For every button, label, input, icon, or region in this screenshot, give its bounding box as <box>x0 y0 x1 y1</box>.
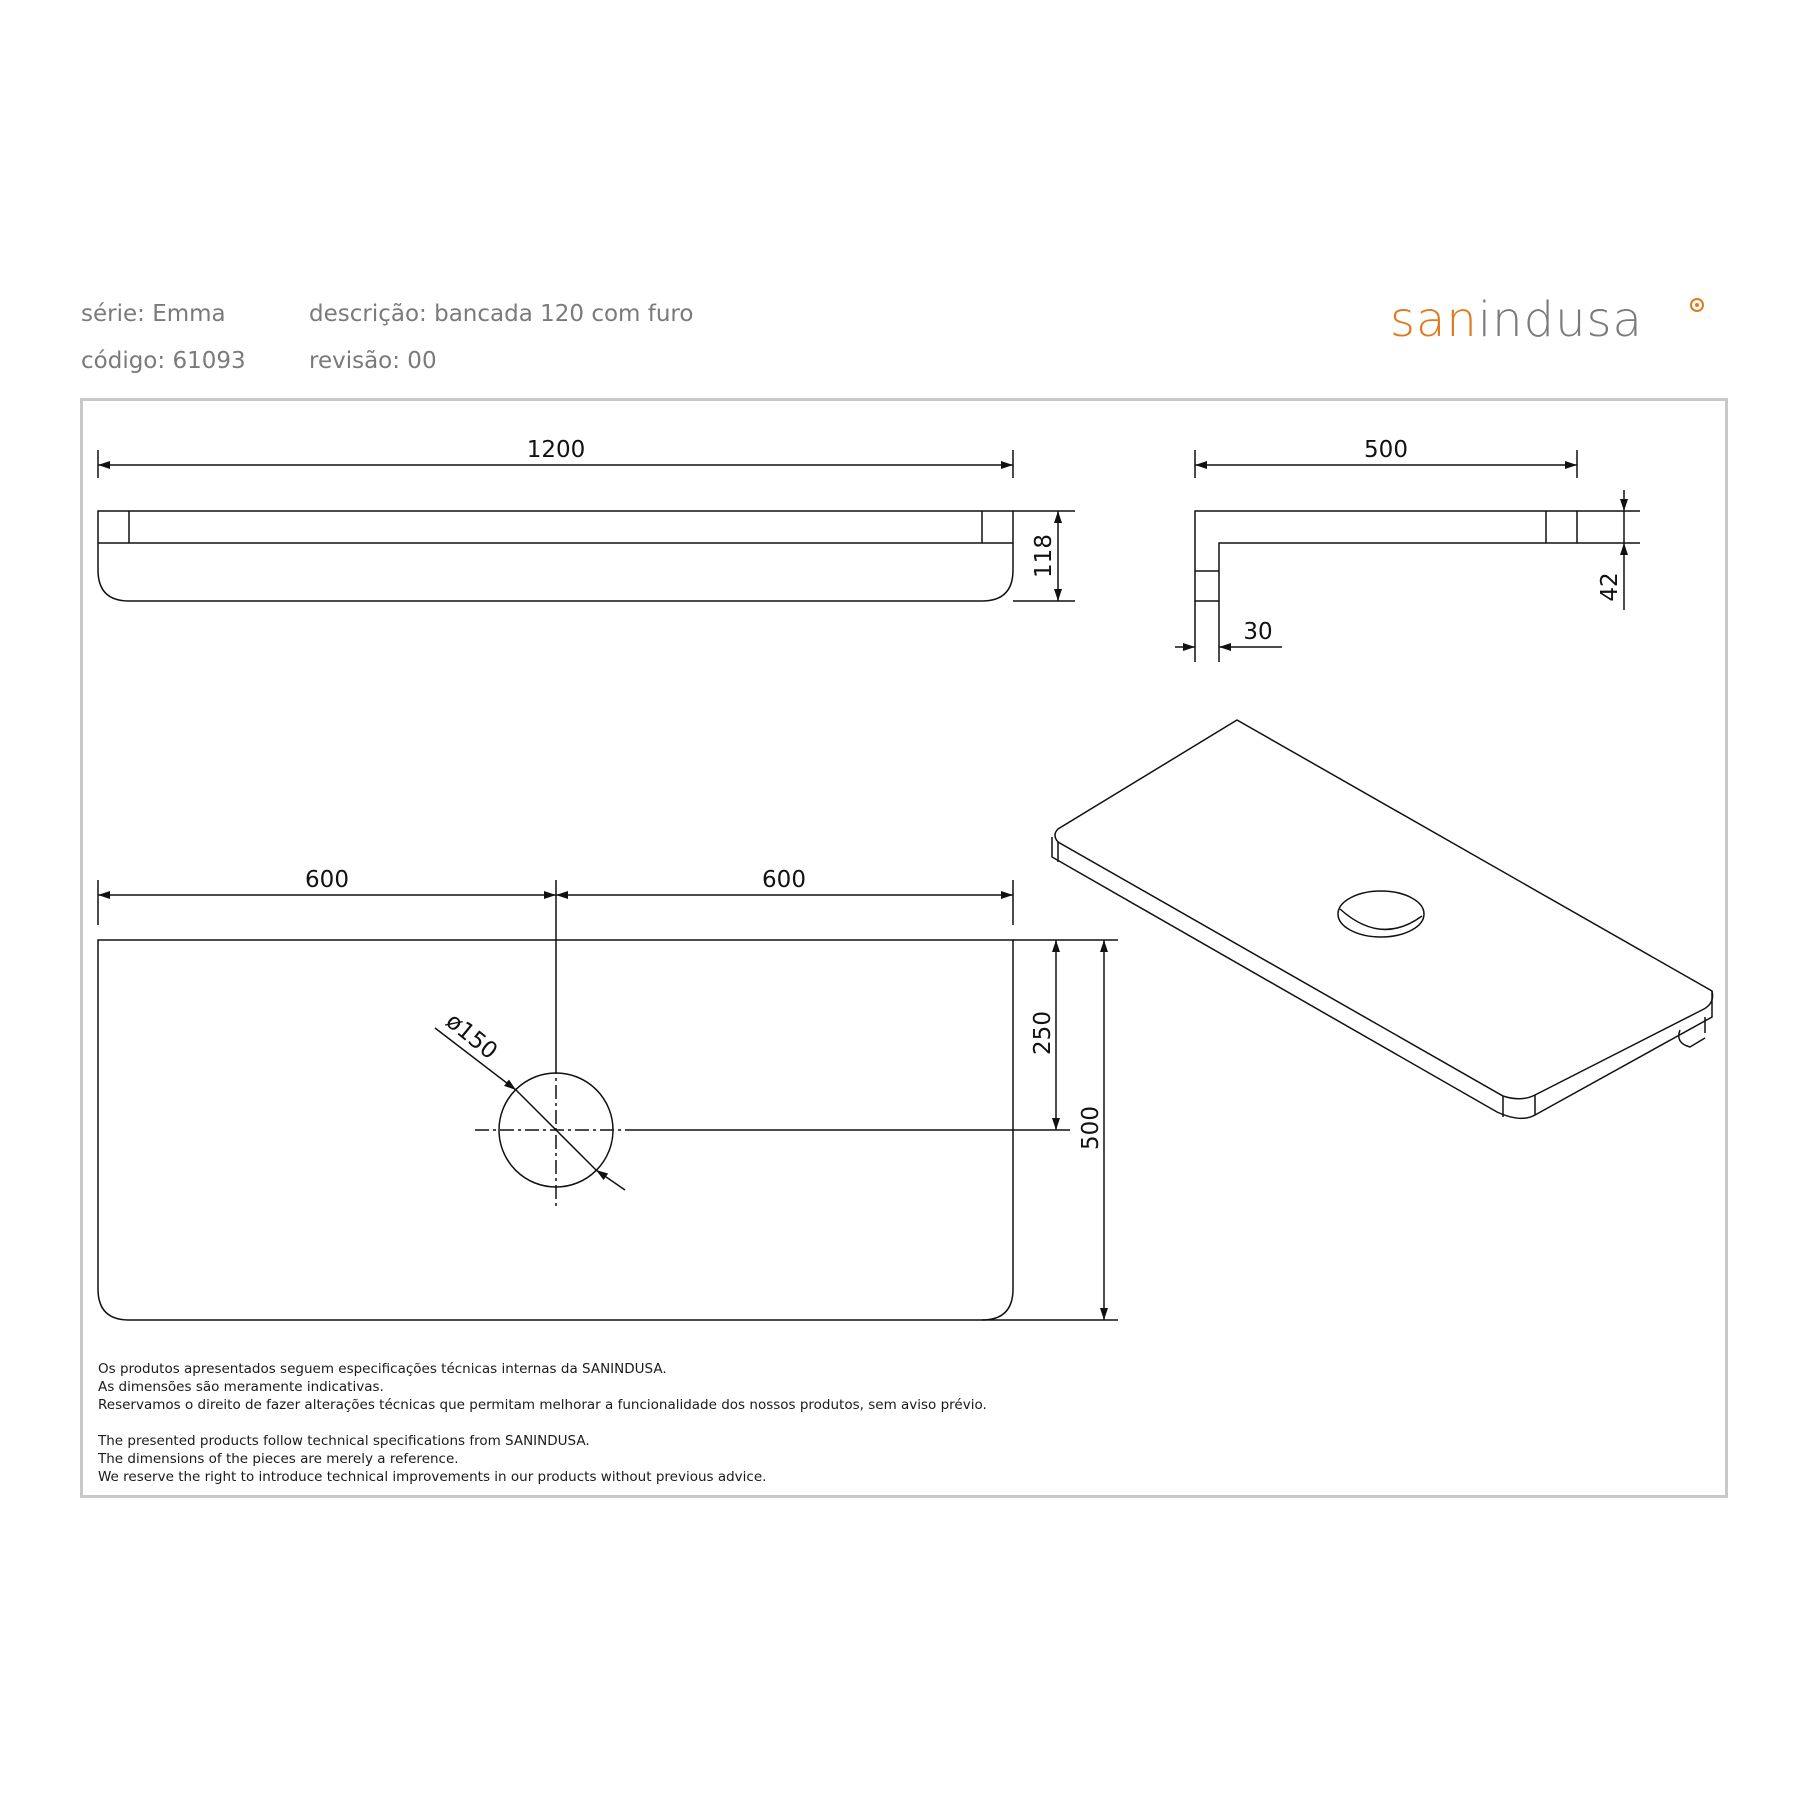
front-width-label: 1200 <box>526 437 586 463</box>
side-leg-label: 30 <box>1243 619 1273 645</box>
note-pt-1: Os produtos apresentados seguem especificações técnicas internas da SANINDUSA. <box>98 1361 667 1377</box>
plan-view <box>98 880 1118 1320</box>
logo-part-san: san <box>1390 292 1478 348</box>
revisao-label: revisão: 00 <box>309 348 437 374</box>
serie-label: série: Emma <box>81 301 226 327</box>
iso-hole-inner <box>1340 909 1422 929</box>
note-en-2: The dimensions of the pieces are merely a reference. <box>98 1451 459 1467</box>
plan-right-label: 600 <box>762 867 806 893</box>
plan-left-label: 600 <box>305 867 349 893</box>
front-view <box>98 450 1075 601</box>
side-profile-outline <box>1195 511 1577 601</box>
note-en-3: We reserve the right to introduce technical improvements in our products without previous advice. <box>98 1469 767 1485</box>
iso-support-leg <box>1679 1017 1705 1047</box>
isometric-view <box>1052 720 1713 1118</box>
note-pt-3: Reservamos o direito de fazer alterações técnicas que permitam melhorar a funcionalidade dos nossos produtos, sem aviso prévio. <box>98 1397 987 1413</box>
iso-front-edge <box>1052 837 1712 1118</box>
plan-hole-offset-label: 250 <box>1030 1011 1056 1055</box>
iso-hole-outer <box>1338 891 1424 937</box>
note-pt-2: As dimensões são meramente indicativas. <box>98 1379 384 1395</box>
side-thickness-label: 42 <box>1597 572 1623 602</box>
front-panel-outline <box>98 511 1013 601</box>
logo-part-indusa: indusa <box>1477 292 1643 348</box>
plan-hole-diameter-leader-bottom <box>596 1170 625 1190</box>
codigo-label: código: 61093 <box>81 348 246 374</box>
descricao-label: descrição: bancada 120 com furo <box>309 301 694 327</box>
side-depth-label: 500 <box>1364 437 1408 463</box>
hole-diameter-label: ø150 <box>440 1008 503 1065</box>
front-height-label: 118 <box>1031 534 1057 578</box>
plan-depth-label: 500 <box>1078 1106 1104 1150</box>
disclaimer-notes <box>98 1360 987 1486</box>
iso-top-face <box>1055 720 1713 1099</box>
note-en-1: The presented products follow technical specifications from SANINDUSA. <box>98 1433 590 1449</box>
